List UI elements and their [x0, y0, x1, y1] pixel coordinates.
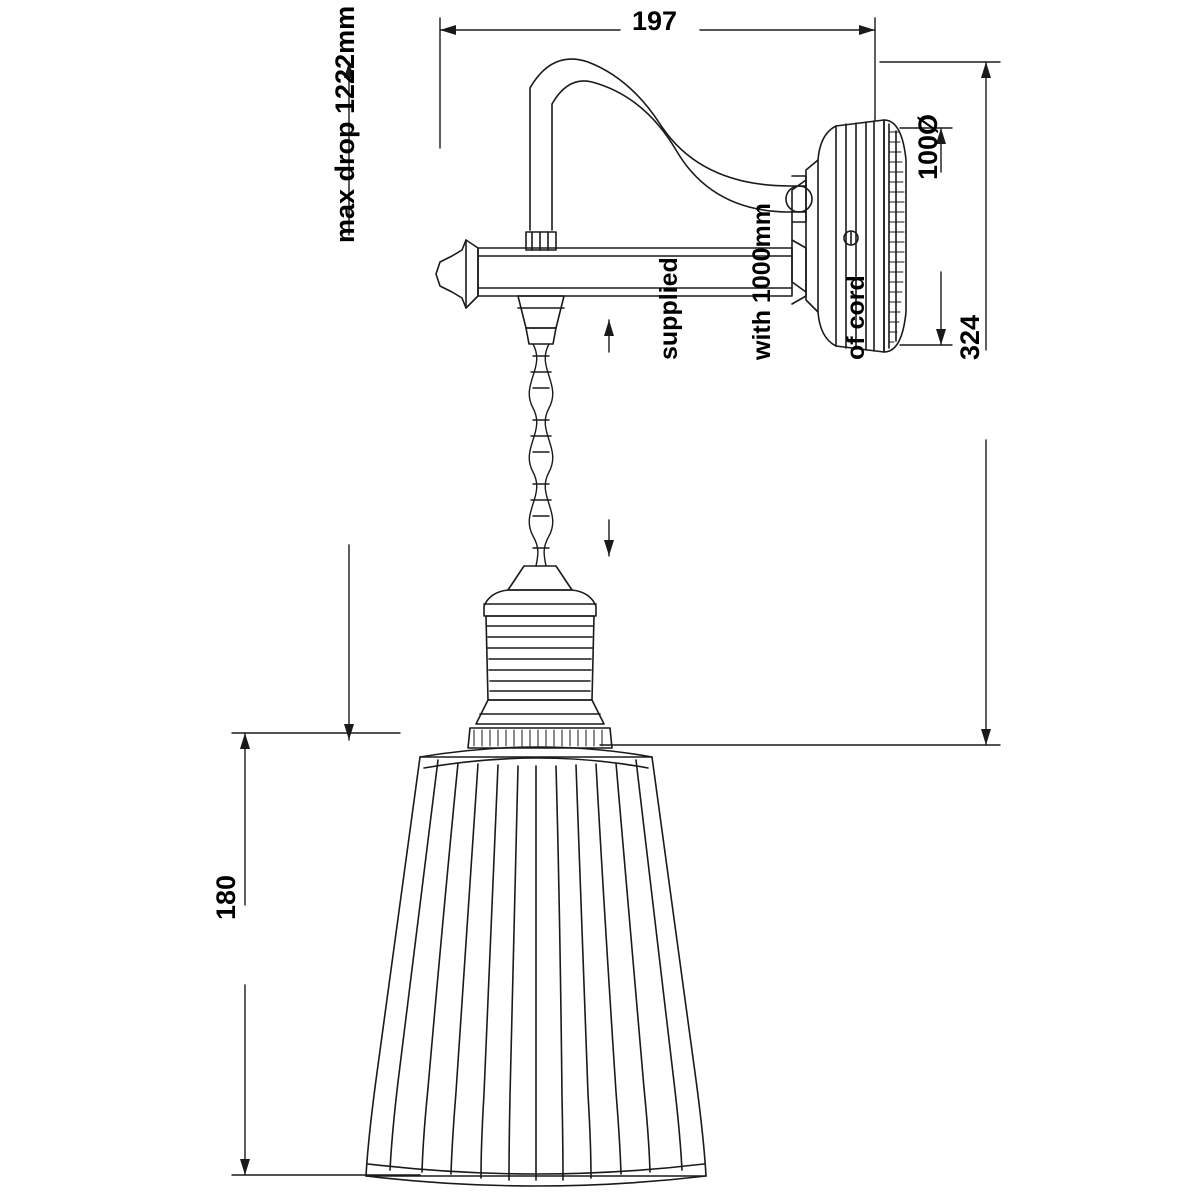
cord-note-line-3: of cord	[842, 275, 870, 360]
cord-note	[591, 203, 935, 360]
fluted-shade	[366, 747, 706, 1186]
cord-note-line-1: supplied	[654, 257, 683, 360]
cord-note-line-2: with 1000mm	[748, 202, 777, 360]
lamp-holder-gallery	[468, 566, 612, 748]
dimension-label-max-drop: max drop 1222mm	[330, 5, 360, 243]
dimension-label-backplate-diameter: 100Ø	[913, 113, 943, 180]
lampholder-stem	[518, 296, 564, 344]
twisted-cord	[529, 344, 553, 566]
dimension-label-shade-height: 180	[211, 874, 241, 920]
dimension-label-width: 197	[632, 6, 678, 36]
dimension-label-height: 324	[955, 314, 985, 360]
